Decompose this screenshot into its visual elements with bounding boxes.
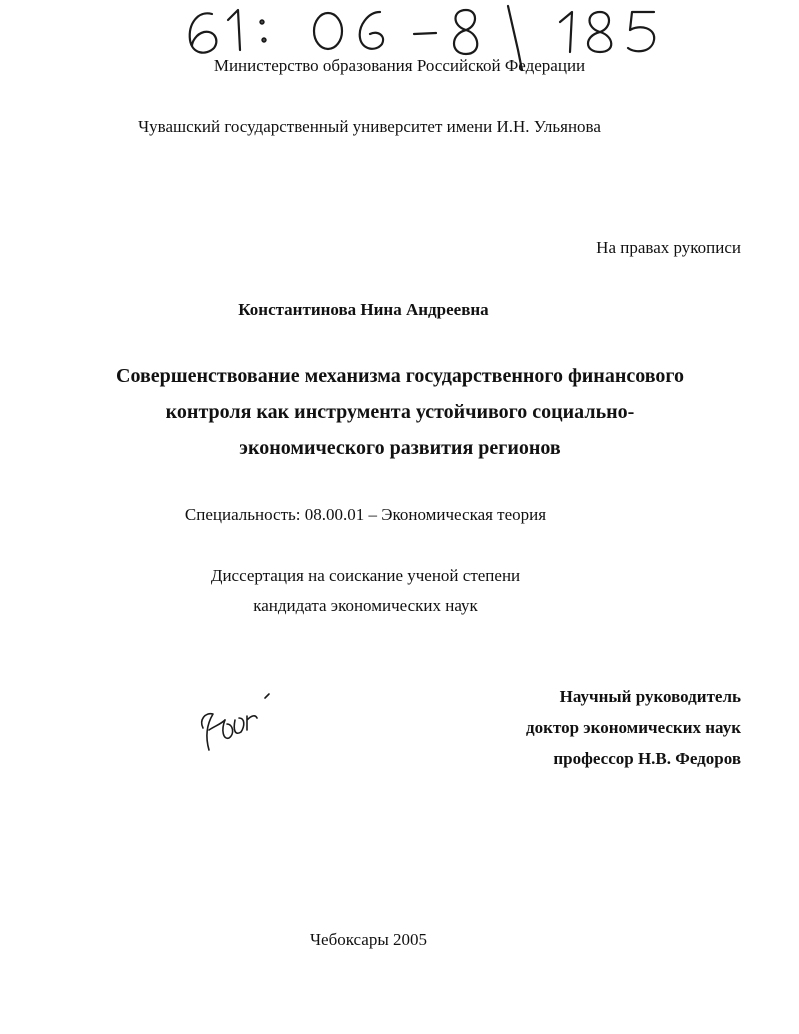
author-name: Константинова Нина Андреевна (238, 300, 489, 319)
dissertation-degree-line-2: кандидата экономических наук (253, 596, 478, 615)
city-year-line: Чебоксары 2005 (309, 930, 428, 949)
dissertation-title-line-2: контроля как инструмента устойчивого социально- (165, 401, 635, 423)
dissertation-title-line-3: экономического развития регионов (239, 437, 561, 459)
handwritten-signature (195, 690, 285, 760)
dissertation-title-line-1: Совершенствование механизма государственного финансового (116, 365, 684, 387)
supervisor-degree: доктор экономических наук (526, 718, 741, 737)
specialty-line: Специальность: 08.00.01 – Экономическая теория (184, 505, 547, 524)
university-line: Чувашский государственный университет имени И.Н. Ульянова (138, 117, 601, 136)
manuscript-note: На правах рукописи (596, 238, 741, 257)
supervisor-name: профессор Н.В. Федоров (553, 749, 741, 768)
ministry-line: Министерство образования Российской Федерации (213, 56, 586, 75)
dissertation-degree-line-1: Диссертация на соискание ученой степени (210, 566, 521, 585)
supervisor-title: Научный руководитель (559, 687, 741, 706)
